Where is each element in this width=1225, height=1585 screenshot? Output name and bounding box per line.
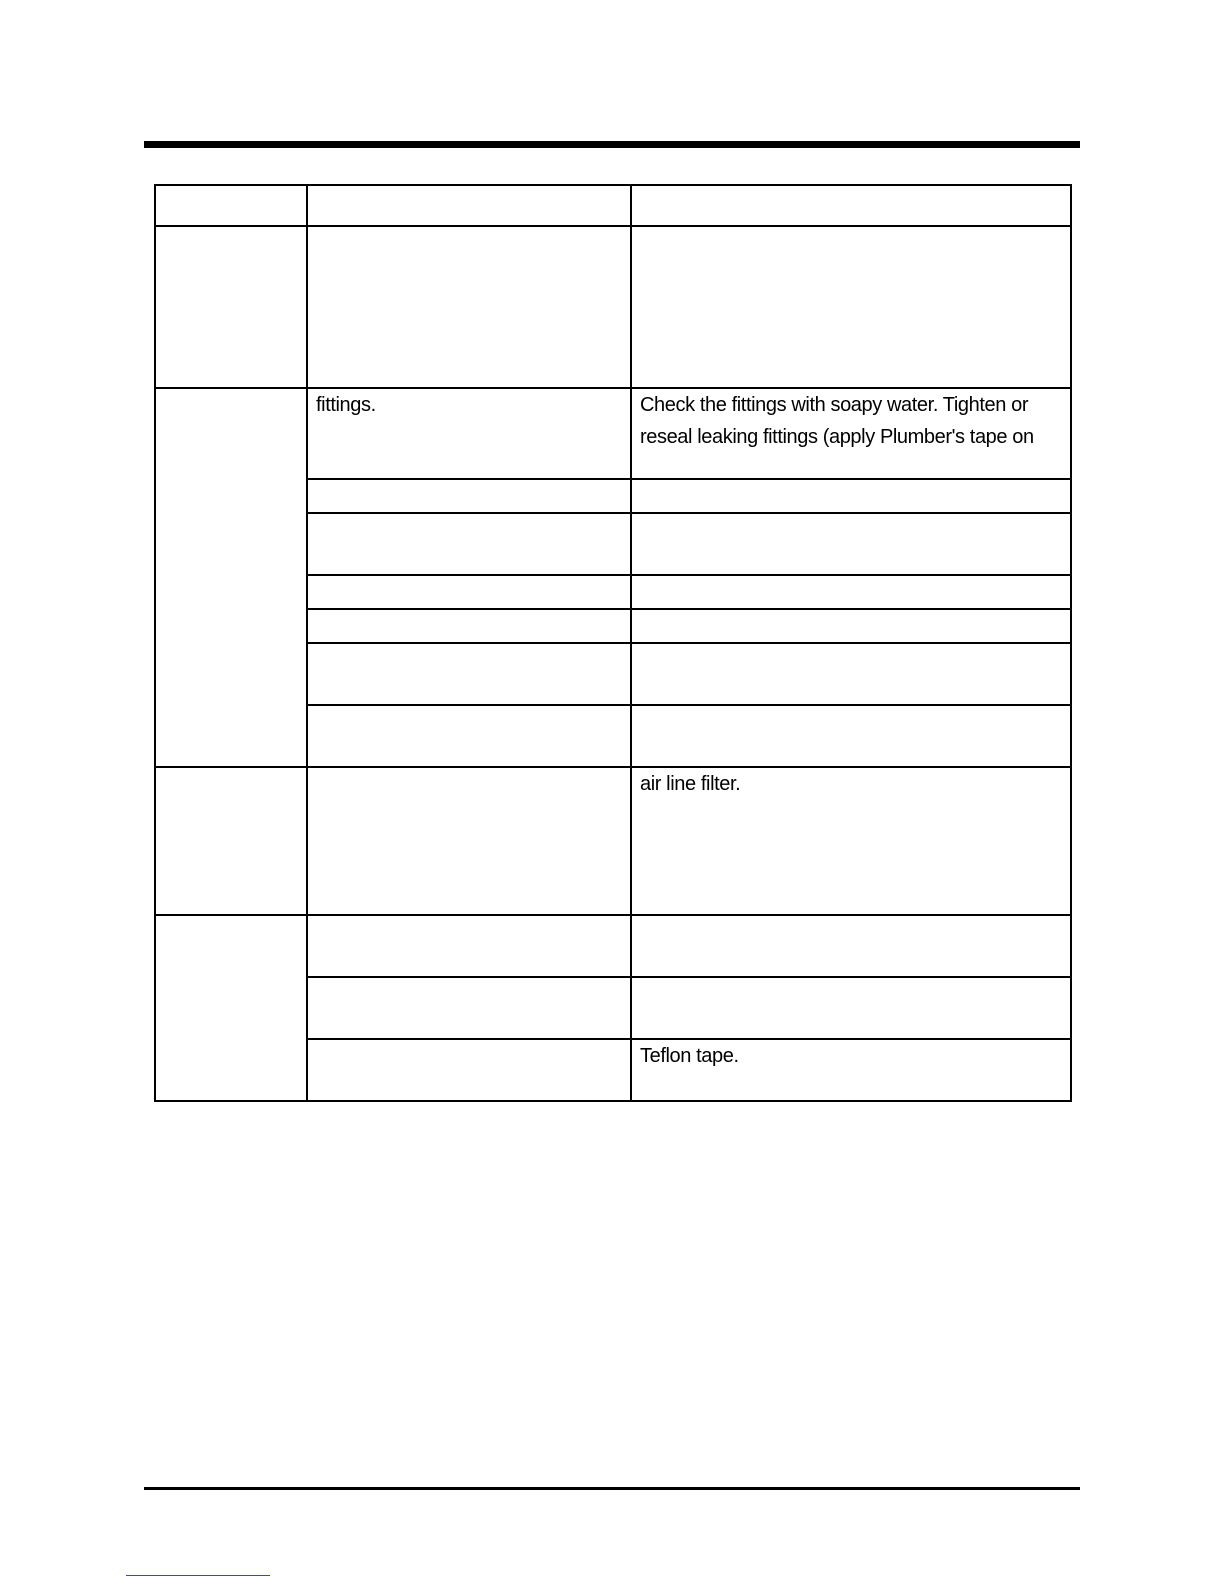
solution-text: Teflon tape. bbox=[640, 1045, 739, 1067]
solution-cell bbox=[631, 479, 1071, 513]
solution-cell bbox=[631, 388, 1071, 479]
solution-cell bbox=[631, 1039, 1071, 1101]
cause-cell bbox=[307, 1039, 631, 1101]
cause-text: fittings. bbox=[316, 394, 376, 416]
cause-cell bbox=[307, 226, 631, 388]
cause-cell bbox=[307, 609, 631, 643]
cause-cell bbox=[307, 915, 631, 977]
solution-cell bbox=[631, 226, 1071, 388]
solution-text-line: reseal leaking fittings (apply Plumber's tape on bbox=[640, 426, 1034, 448]
footer-link-underline bbox=[126, 1575, 270, 1576]
problem-cell bbox=[155, 226, 307, 388]
header-cell-solution bbox=[631, 185, 1071, 226]
cause-cell bbox=[307, 705, 631, 767]
problem-cell bbox=[155, 915, 307, 1101]
solution-cell bbox=[631, 513, 1071, 575]
solution-cell bbox=[631, 915, 1071, 977]
cause-cell bbox=[307, 767, 631, 915]
table-row bbox=[155, 767, 1071, 915]
troubleshooting-table bbox=[154, 184, 1072, 1102]
cause-cell bbox=[307, 977, 631, 1039]
problem-cell bbox=[155, 767, 307, 915]
solution-cell bbox=[631, 609, 1071, 643]
solution-cell bbox=[631, 705, 1071, 767]
problem-cell bbox=[155, 388, 307, 767]
cause-cell bbox=[307, 513, 631, 575]
header-cell-problem bbox=[155, 185, 307, 226]
header-cell-cause bbox=[307, 185, 631, 226]
solution-cell bbox=[631, 977, 1071, 1039]
cause-cell bbox=[307, 575, 631, 609]
table-row bbox=[155, 226, 1071, 388]
solution-text: air line filter. bbox=[640, 773, 741, 795]
cause-cell bbox=[307, 643, 631, 705]
top-rule bbox=[144, 141, 1080, 148]
cause-cell bbox=[307, 479, 631, 513]
solution-cell bbox=[631, 575, 1071, 609]
solution-cell bbox=[631, 643, 1071, 705]
table-row bbox=[155, 388, 1071, 479]
cause-cell bbox=[307, 388, 631, 479]
table-row bbox=[155, 915, 1071, 977]
bottom-rule bbox=[144, 1487, 1080, 1490]
table-header-row bbox=[155, 185, 1071, 226]
solution-cell bbox=[631, 767, 1071, 915]
solution-text-line: Check the fittings with soapy water. Tighten or bbox=[640, 394, 1029, 416]
